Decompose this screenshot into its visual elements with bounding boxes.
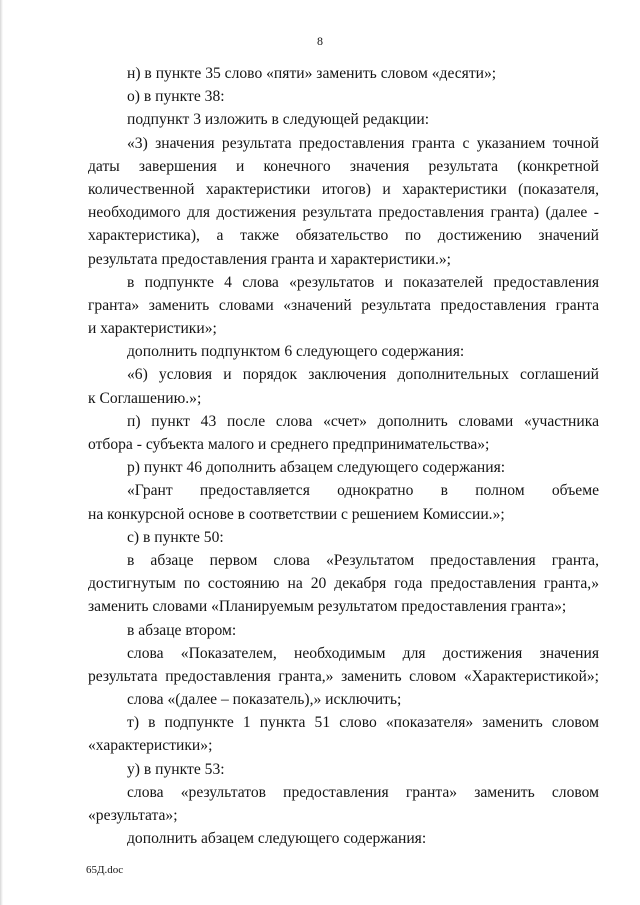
text-line: даты завершения и конечного значения результата (конкретной xyxy=(88,157,599,175)
text-line: подпункт 3 изложить в следующей редакции: xyxy=(127,111,430,129)
text-line: на конкурсной основе в соответствии с решением Комиссии.»; xyxy=(88,505,505,523)
text-line: у) в пункте 53: xyxy=(127,760,225,778)
text-line: с) в пункте 50: xyxy=(127,528,224,546)
text-line: необходимого для достижения результата предоставления гранта) (далее - xyxy=(88,204,599,222)
text-line: к Соглашению.»; xyxy=(88,389,202,407)
text-line: дополнить подпунктом 6 следующего содержания: xyxy=(127,343,465,361)
text-line: «6) условия и порядок заключения дополнительных соглашений xyxy=(127,366,599,384)
document-body xyxy=(88,62,599,850)
text-line: «Грант предоставляется однократно в полном объеме xyxy=(127,482,599,500)
scan-edge-shadow xyxy=(0,0,3,905)
text-line: слова «результатов предоставления гранта» заменить словом xyxy=(127,783,599,801)
text-line: слова «(далее – показатель),» исключить; xyxy=(127,691,402,709)
text-line: гранта» заменить словами «значений результата предоставления гранта xyxy=(88,296,599,314)
text-line: дополнить абзацем следующего содержания: xyxy=(127,830,427,848)
text-line: и характеристики»; xyxy=(88,320,217,338)
text-line: «3) значения результата предоставления гранта с указанием точной xyxy=(127,134,599,152)
text-line: заменить словами «Планируемым результатом предоставления гранта»; xyxy=(88,598,567,616)
text-line: результата предоставления гранта и характеристики.»; xyxy=(88,250,451,268)
text-line: достигнутым по состоянию на 20 декабря года предоставления гранта,» xyxy=(88,575,599,593)
text-line: в подпункте 4 слова «результатов и показателей предоставления xyxy=(127,273,599,291)
text-line: слова «Показателем, необходимым для достижения значения xyxy=(127,644,599,662)
text-line: количественной характеристики итогов) и характеристики (показателя, xyxy=(88,180,599,198)
text-line: н) в пункте 35 слово «пяти» заменить словом «десяти»; xyxy=(127,65,497,82)
text-line: о) в пункте 38: xyxy=(127,88,225,106)
text-line: п) пункт 43 после слова «счет» дополнить словами «участника xyxy=(127,412,599,430)
text-line: в абзаце первом слова «Результатом предоставления гранта, xyxy=(127,551,599,569)
text-line: «результата»; xyxy=(88,807,178,824)
page-number: 8 xyxy=(317,34,323,48)
text-line: в абзаце втором: xyxy=(127,621,237,639)
text-line: р) пункт 46 дополнить абзацем следующего содержания: xyxy=(127,459,506,477)
text-line: характеристика), а также обязательство по достижению значений xyxy=(88,227,599,245)
text-line: «характеристики»; xyxy=(88,737,213,755)
file-name-footer: 65Д.doc xyxy=(86,864,124,876)
text-line: т) в подпункте 1 пункта 51 слово «показателя» заменить словом xyxy=(127,714,599,732)
text-line: отбора - субъекта малого и среднего предпринимательства»; xyxy=(88,436,490,453)
text-line: результата предоставления гранта,» заменить словом «Характеристикой»; xyxy=(88,667,599,685)
